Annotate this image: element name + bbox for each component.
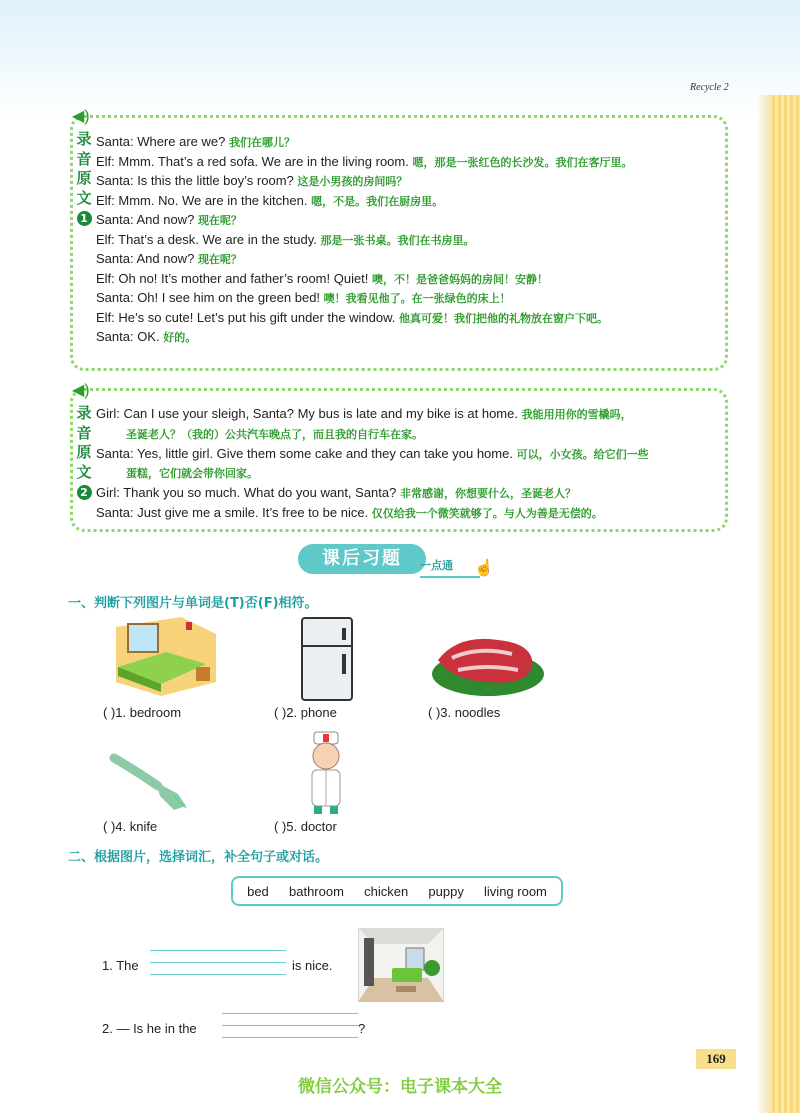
- english-text: Elf: That’s a desk. We are in the study.: [96, 231, 317, 247]
- english-text: Santa: And now?: [96, 212, 195, 227]
- chinese-translation: 好的。: [163, 331, 197, 344]
- chinese-translation: 嗯，那是一张红色的长沙发。我们在客厅里。: [412, 155, 633, 169]
- chinese-translation: 蛋糕，它们就会带你回家。: [126, 467, 258, 481]
- word-bank-item: chicken: [364, 883, 409, 899]
- chinese-translation: 可以，小女孩。给它们一些: [516, 447, 649, 461]
- living-room-picture: [358, 928, 444, 1002]
- page-number: 169: [696, 1049, 736, 1069]
- question-1-start: 1. The: [102, 958, 139, 973]
- english-text: Santa: Where are we?: [96, 134, 226, 149]
- chinese-translation: 我能用用你的雪橇吗，: [521, 408, 632, 421]
- chinese-translation: 圣诞老人？（我的）公共汽车晚点了，而且我的自行车在家。: [126, 427, 423, 441]
- transcript-line: [96, 329, 196, 345]
- english-text: Santa: Yes, little girl. Give them some cake and they can take you home.: [96, 445, 513, 461]
- track-number: 2: [77, 485, 92, 500]
- exercise-1-item-2: ( )2. phone: [274, 705, 337, 720]
- exercise-banner: [298, 544, 498, 580]
- transcript-line: [96, 173, 407, 189]
- chinese-translation: 现在呢？: [197, 253, 242, 266]
- banner-title: 课后习题: [298, 544, 426, 574]
- word-bank-item: bathroom: [289, 883, 344, 899]
- exercise-1-item-3: ( )3. noodles: [428, 705, 501, 720]
- pointing-hand-icon: ☝: [474, 560, 494, 577]
- english-text: Santa: Is this the little boy’s room?: [96, 173, 294, 188]
- question-2-end: ?: [358, 1021, 366, 1036]
- transcript-line: [96, 154, 632, 170]
- transcript-line: [96, 310, 608, 326]
- english-text: Elf: He’s so cute! Let’s put his gift under the window.: [96, 309, 396, 325]
- transcript-line: [96, 485, 576, 501]
- chinese-translation: 非常感谢，你想要什么，圣诞老人？: [399, 487, 576, 501]
- unit-header: Recycle 2: [690, 82, 729, 93]
- fridge-picture: [300, 616, 354, 702]
- bedroom-picture: [106, 612, 218, 698]
- transcript-line: [96, 505, 603, 521]
- chinese-translation: 嗯，不是。我们在厨房里。: [311, 194, 444, 208]
- exercise-1-title: 一、判断下列图片与单词是(T)否(F)相符。: [68, 596, 318, 611]
- exercise-1-item-1: ( )1. bedroom: [103, 705, 182, 720]
- chinese-translation: 噢，不！是爸爸妈妈的房间！安静！: [372, 272, 549, 286]
- exercise-1-item-5: ( )5. doctor: [274, 819, 337, 834]
- chinese-translation: 这是小男孩的房间吗？: [297, 175, 408, 188]
- label-char: 原: [76, 169, 92, 187]
- track-number: 1: [77, 211, 92, 226]
- chinese-translation: 仅仅给我一个微笑就够了。与人为善是无偿的。: [371, 507, 603, 520]
- speaker-icon: ◀): [72, 382, 90, 399]
- label-char: 音: [76, 149, 92, 168]
- transcript-line: [126, 426, 423, 442]
- transcript-line: [96, 212, 242, 228]
- word-bank: [231, 876, 563, 906]
- steak-picture: [428, 630, 546, 700]
- side-label-2: [74, 404, 94, 502]
- chinese-translation: 我们在哪儿？: [228, 136, 295, 149]
- english-text: Girl: Can I use your sleigh, Santa? My bus is late and my bike is at home.: [96, 406, 518, 421]
- transcript-line: [96, 406, 632, 422]
- speaker-icon: ◀): [72, 108, 90, 125]
- transcript-line: [126, 465, 258, 481]
- answer-line: [150, 974, 286, 975]
- page-top-background: [0, 0, 800, 120]
- english-text: Elf: Mmm. That’s a red sofa. We are in the living room.: [96, 153, 409, 169]
- doctor-picture: [298, 730, 354, 816]
- answer-line: [222, 1013, 358, 1014]
- word-bank-item: bed: [247, 883, 269, 899]
- transcript-line: [96, 446, 649, 462]
- transcript-line: [96, 232, 475, 248]
- english-text: Santa: OK.: [96, 329, 160, 344]
- fork-picture: [108, 752, 190, 814]
- word-bank-item: puppy: [428, 883, 464, 899]
- chinese-translation: 噢！我看见他了。在一张绿色的床上！: [323, 292, 511, 305]
- chinese-translation: 那是一张书桌。我们在书房里。: [320, 233, 475, 247]
- english-text: Santa: Just give me a smile. It’s free to be nice.: [96, 505, 369, 520]
- chinese-translation: 现在呢？: [197, 214, 242, 227]
- chinese-translation: 他真可爱！我们把他的礼物放在窗户下吧。: [399, 311, 609, 325]
- label-char: 录: [76, 404, 92, 422]
- exercise-1-item-4: ( )4. knife: [103, 819, 158, 834]
- english-text: Elf: Mmm. No. We are in the kitchen.: [96, 192, 308, 208]
- english-text: Girl: Thank you so much. What do you want, Santa?: [96, 485, 397, 501]
- english-text: Santa: And now?: [96, 251, 195, 266]
- answer-line: [150, 962, 286, 963]
- label-char: 录: [76, 130, 92, 148]
- english-text: Elf: Oh no! It’s mother and father’s room! Quiet!: [96, 270, 369, 286]
- book-page-curl: [756, 95, 770, 1113]
- label-char: 文: [76, 188, 92, 207]
- label-char: 原: [76, 443, 92, 461]
- transcript-line: [96, 193, 443, 209]
- footer-watermark: 微信公众号：电子课本大全: [298, 1077, 502, 1097]
- transcript-line: [96, 251, 242, 267]
- banner-subtitle: 一点通: [420, 556, 480, 578]
- transcript-line: [96, 290, 511, 306]
- transcript-line: [96, 271, 548, 287]
- word-bank-item: living room: [484, 883, 547, 899]
- label-char: 音: [76, 423, 92, 442]
- answer-line: [222, 1037, 358, 1038]
- answer-line: [222, 1025, 358, 1026]
- english-text: Santa: Oh! I see him on the green bed!: [96, 290, 321, 305]
- side-label-1: [74, 130, 94, 228]
- answer-line: [150, 950, 286, 951]
- question-2-start: 2. — Is he in the: [102, 1021, 197, 1036]
- exercise-2-title: 二、根据图片，选择词汇，补全句子或对话。: [68, 850, 329, 865]
- question-1-end: is nice.: [292, 958, 333, 973]
- label-char: 文: [76, 462, 92, 481]
- transcript-line: [96, 134, 295, 150]
